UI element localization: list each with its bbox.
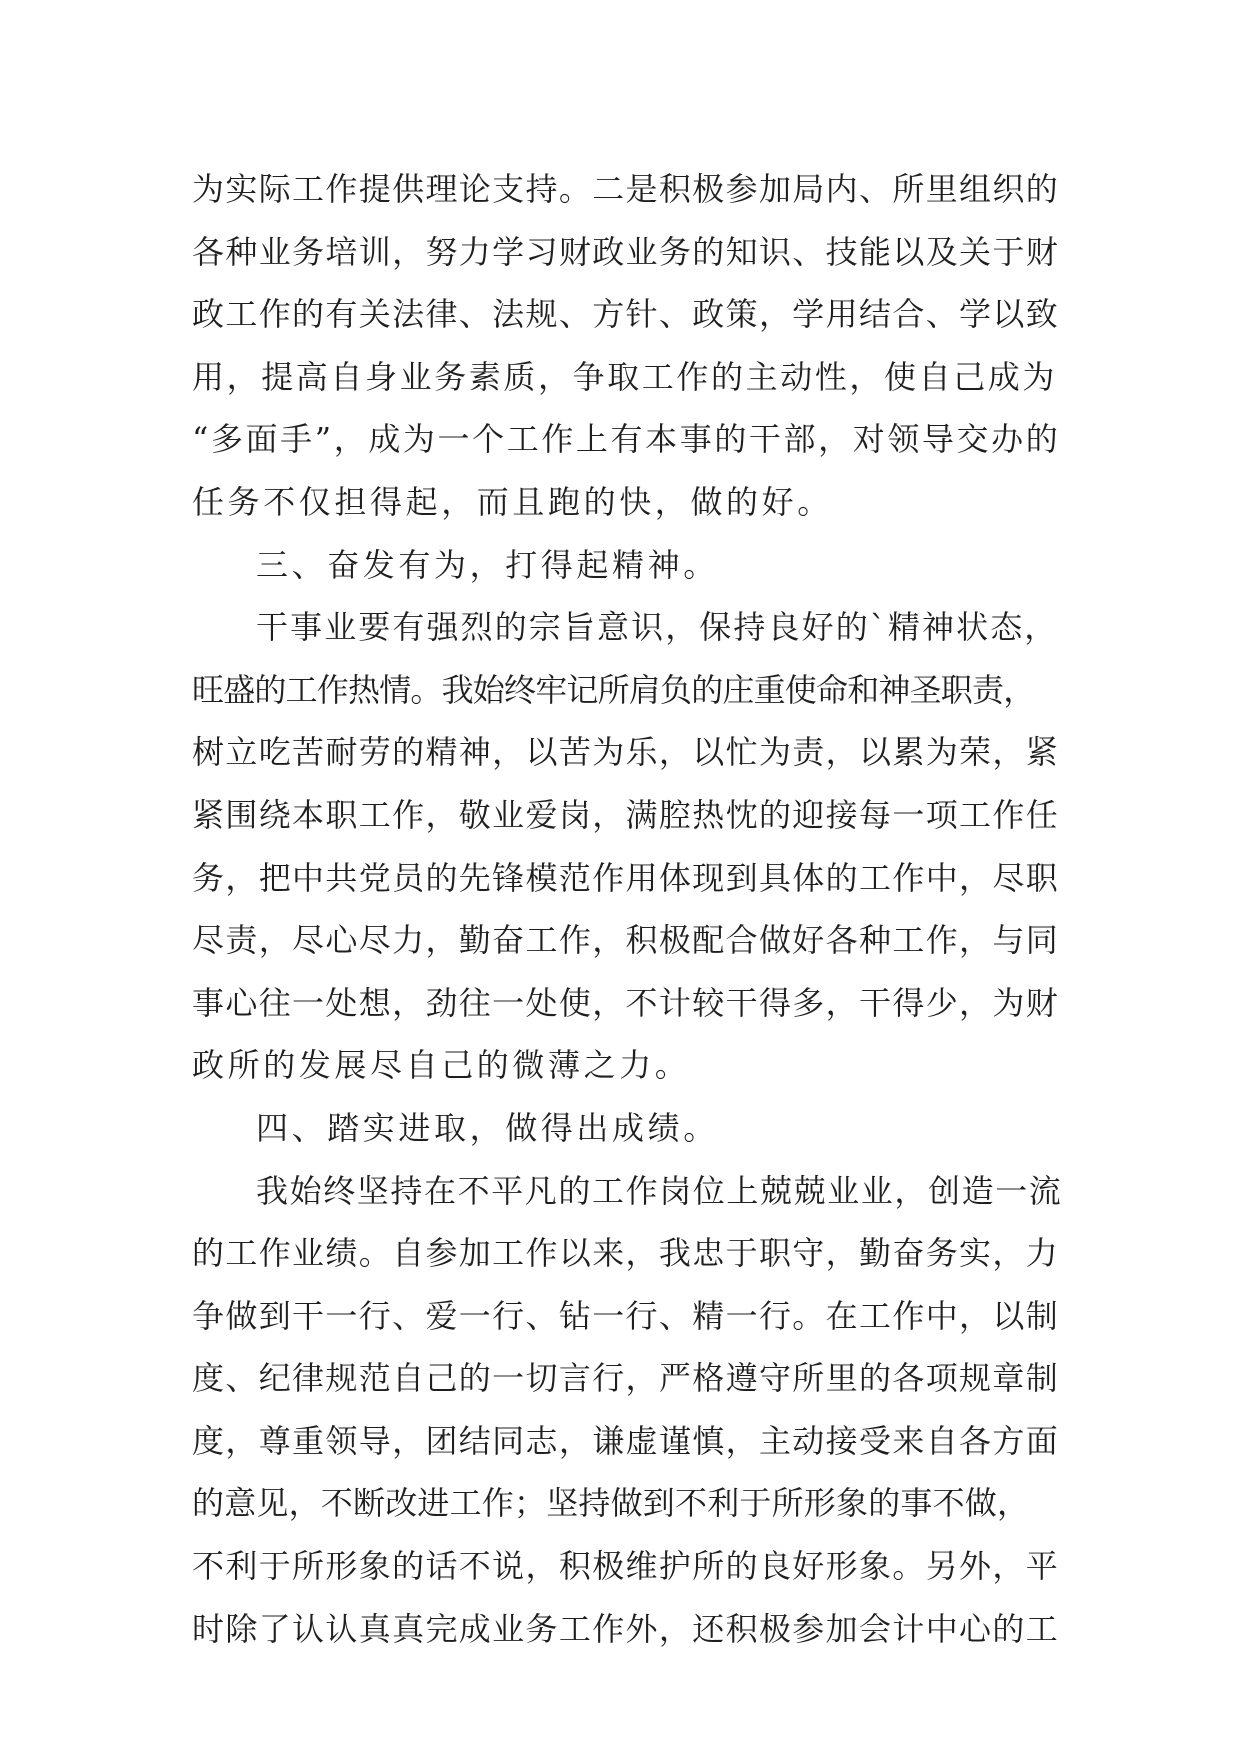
document-body bbox=[192, 158, 1062, 1660]
text-line: 事心往一处想，劲往一处使，不计较干得多，干得少，为财 bbox=[192, 983, 1060, 1022]
text-line: 紧围绕本职工作，敬业爱岗，满腔热忱的迎接每一项工作任 bbox=[192, 795, 1060, 834]
text-line: 各种业务培训，努力学习财政业务的知识、技能以及关于财 bbox=[192, 232, 1060, 271]
text-line: 政工作的有关法律、法规、方针、政策，学用结合、学以致 bbox=[192, 295, 1060, 334]
text-line: 度、纪律规范自己的一切言行，严格遵守所里的各项规章制 bbox=[192, 1359, 1060, 1398]
text-line: 我始终坚持在不平凡的工作岗位上兢兢业业，创造一流 bbox=[256, 1171, 1063, 1210]
text-line: 尽责，尽心尽力，勤奋工作，积极配合做好各种工作，与同 bbox=[192, 921, 1060, 960]
section-heading: 三、奋发有为，打得起精神。 bbox=[256, 545, 719, 584]
text-line: 用，提高自身业务素质，争取工作的主动性，使自己成为 bbox=[192, 357, 1058, 396]
text-line: 的意见，不断改进工作；坚持做到不利于所形象的事不做， bbox=[192, 1484, 1030, 1523]
text-line: 务，把中共党员的先锋模范作用体现到具体的工作中，尽职 bbox=[192, 858, 1060, 897]
text-line: 时除了认认真真完成业务工作外，还积极参加会计中心的工 bbox=[192, 1609, 1060, 1648]
section-heading: 四、踏实进取，做得出成绩。 bbox=[256, 1108, 719, 1147]
text-line: 的工作业绩。自参加工作以来，我忠于职守，勤奋务实，力 bbox=[192, 1234, 1060, 1273]
text-line: 为实际工作提供理论支持。二是积极参加局内、所里组织的 bbox=[192, 170, 1060, 208]
text-line: 不利于所形象的话不说，积极维护所的良好形象。另外，平 bbox=[192, 1547, 1060, 1586]
text-line: “多面手”，成为一个工作上有本事的干部，对领导交办的 bbox=[192, 420, 1061, 459]
text-line: 争做到干一行、爱一行、钻一行、精一行。在工作中，以制 bbox=[192, 1296, 1060, 1335]
text-line: 旺盛的工作热情。我始终牢记所肩负的庄重使命和神圣职责， bbox=[192, 670, 1035, 709]
text-line: 干事业要有强烈的宗旨意识，保持良好的`精神状态， bbox=[256, 608, 1059, 647]
text-line: 树立吃苦耐劳的精神，以苦为乐，以忙为责，以累为荣，紧 bbox=[192, 733, 1060, 772]
text-line: 任务不仅担得起，而且跑的快，做的好。 bbox=[192, 482, 833, 521]
text-line: 政所的发展尽自己的微薄之力。 bbox=[192, 1046, 691, 1085]
text-line: 度，尊重领导，团结同志，谦虚谨慎，主动接受来自各方面 bbox=[192, 1421, 1060, 1460]
